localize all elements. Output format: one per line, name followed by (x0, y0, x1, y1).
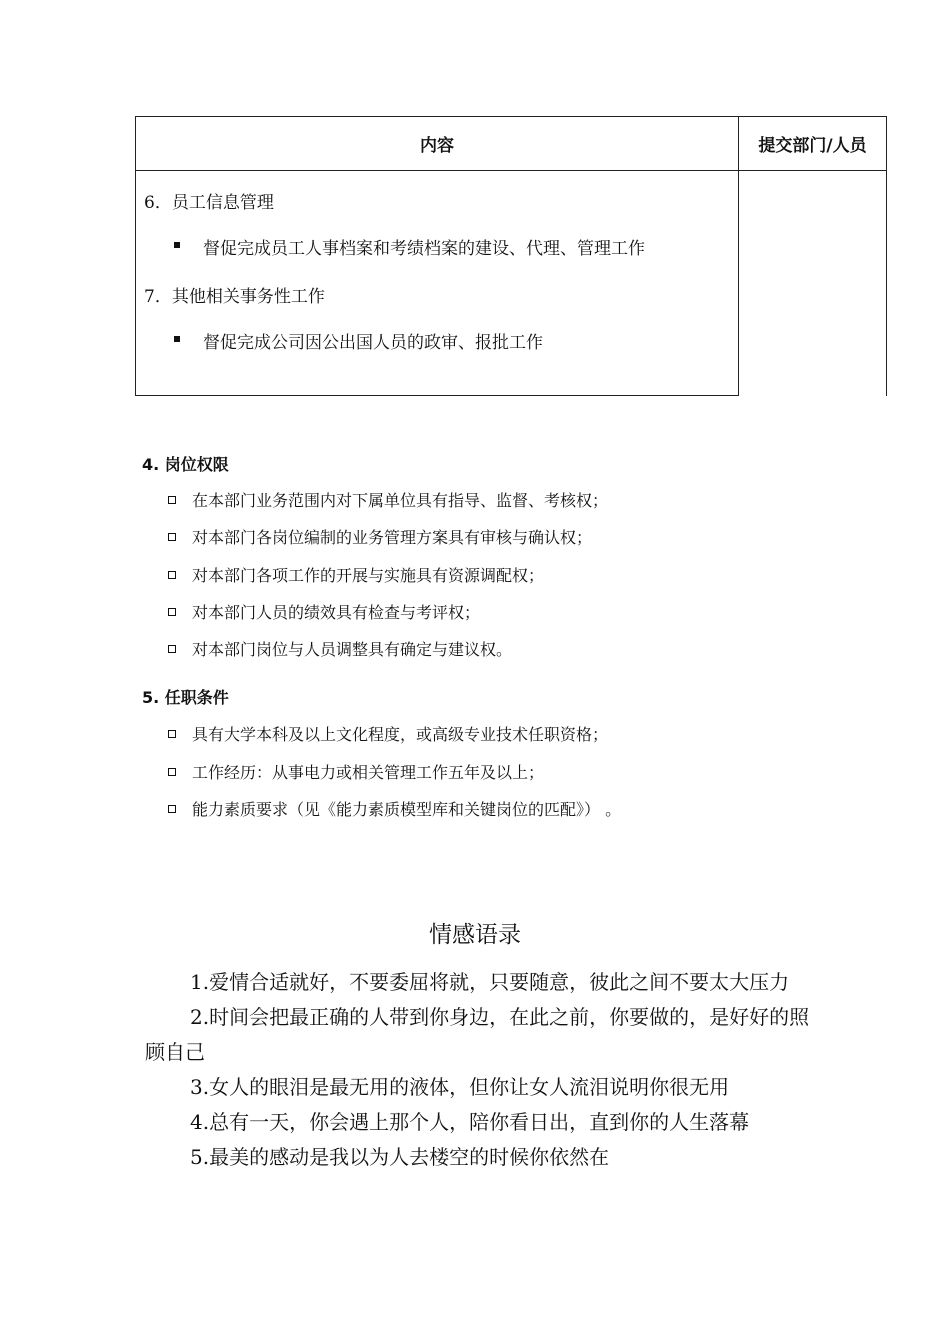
section-4-heading: 4. 岗位权限 (142, 455, 229, 474)
section-5-heading: 5. 任职条件 (142, 688, 229, 707)
section-4-item-text: 对本部门岗位与人员调整具有确定与建议权。 (192, 640, 513, 659)
section-4-item (168, 563, 544, 586)
checkbox-bullet-icon (168, 730, 176, 738)
section-5-item-text: 能力素质要求（见《能力素质模型库和关键岗位的匹配》） 。 (192, 800, 622, 819)
quotes-title: 情感语录 (429, 922, 521, 948)
table-header-divider (135, 170, 887, 171)
section-4-item-text: 在本部门业务范围内对下属单位具有指导、监督、考核权； (192, 491, 609, 510)
section-5-item (168, 797, 621, 820)
section-5-item-text: 工作经历：从事电力或相关管理工作五年及以上； (192, 763, 545, 782)
quote-line: 1.爱情合适就好，不要委屈将就，只要随意，彼此之间不要太大压力 (190, 970, 790, 994)
checkbox-bullet-icon (168, 533, 176, 541)
table-header-submitter: 提交部门/人员 (758, 135, 867, 156)
checkbox-bullet-icon (168, 768, 176, 776)
table-item-7-title: 7．其他相关事务性工作 (144, 287, 325, 307)
checkbox-bullet-icon (168, 608, 176, 616)
table-item-6-title: 6．员工信息管理 (144, 193, 274, 213)
section-4-item (168, 525, 592, 548)
checkbox-bullet-icon (168, 496, 176, 504)
section-4-item (168, 488, 608, 511)
section-4-item-text: 对本部门各岗位编制的业务管理方案具有审核与确认权； (192, 528, 593, 547)
checkbox-bullet-icon (168, 645, 176, 653)
table-header-content: 内容 (420, 135, 454, 156)
table-item-7-bullet: 督促完成公司因公出国人员的政审、报批工作 (203, 333, 543, 353)
section-4-item (168, 600, 480, 623)
quotes-body (145, 965, 810, 1175)
square-bullet-icon (174, 336, 180, 342)
square-bullet-icon (174, 242, 180, 248)
checkbox-bullet-icon (168, 571, 176, 579)
section-4-item-text: 对本部门各项工作的开展与实施具有资源调配权； (192, 566, 545, 585)
quote-line: 4.总有一天，你会遇上那个人，陪你看日出，直到你的人生落幕 (190, 1110, 750, 1134)
checkbox-bullet-icon (168, 805, 176, 813)
quote-line: 5.最美的感动是我以为人去楼空的时候你依然在 (190, 1145, 610, 1169)
section-4-item-text: 对本部门人员的绩效具有检查与考评权； (192, 603, 481, 622)
quote-line: 2.时间会把最正确的人带到你身边，在此之前，你要做的，是好好的照顾自己 (145, 1005, 810, 1064)
table-item-6-bullet: 督促完成员工人事档案和考绩档案的建设、代理、管理工作 (203, 239, 645, 259)
section-5-item (168, 760, 544, 783)
table-border-bottom (135, 395, 739, 396)
quote-line: 3.女人的眼泪是最无用的液体，但你让女人流泪说明你很无用 (190, 1075, 730, 1099)
section-5-item (168, 722, 608, 745)
section-4-item (168, 637, 512, 660)
table-border-right (886, 116, 887, 396)
section-5-item-text: 具有大学本科及以上文化程度，或高级专业技术任职资格； (192, 725, 609, 744)
